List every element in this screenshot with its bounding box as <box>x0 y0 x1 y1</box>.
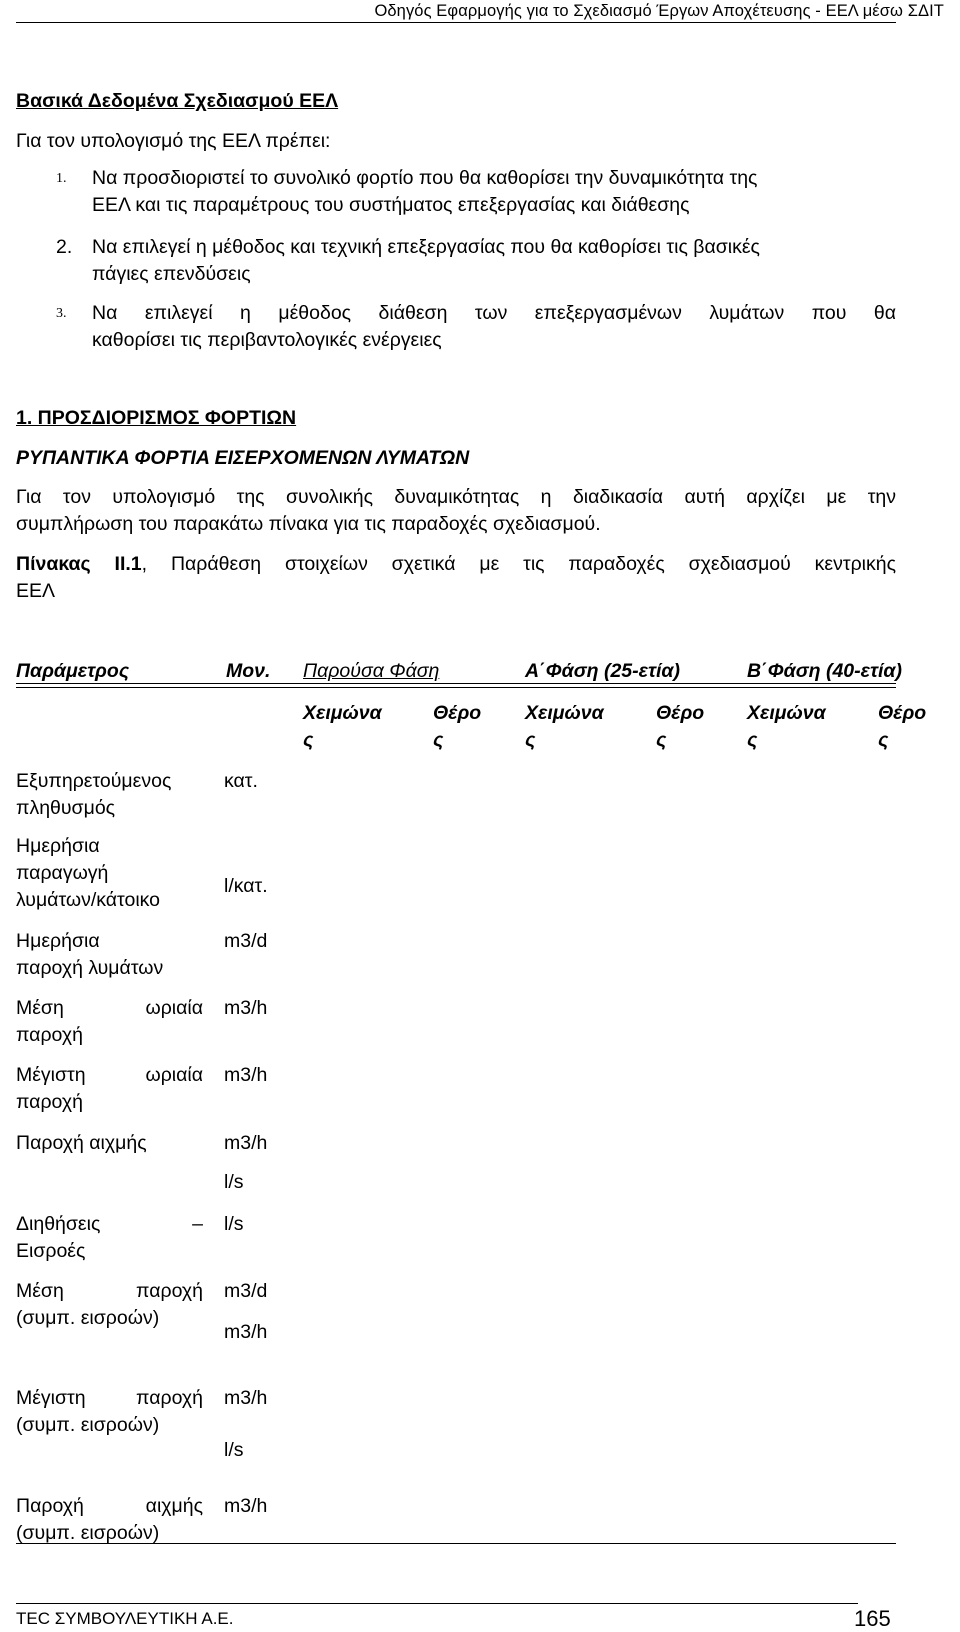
table-caption <box>16 551 896 605</box>
list-item-line: ΕΕΛ και τις παραμέτρους του συστήματος επεξεργασίας και διάθεσης <box>92 194 690 216</box>
list-item <box>92 300 896 354</box>
sub-header-summer: Θέρο ς <box>656 702 705 751</box>
table-row-parameter: Παροχή αιχμής (συμπ. εισροών) <box>16 1495 203 1544</box>
section-title: Βασικά Δεδομένα Σχεδιασμού ΕΕΛ <box>16 90 339 112</box>
table-row-parameter: Εξυπηρετούμενος πληθυσμός <box>16 770 172 819</box>
table-row-unit: m3/h l/s <box>224 1387 268 1461</box>
column-header-current-phase: Παρούσα Φάση <box>303 660 440 682</box>
list-item-number: 2. <box>56 236 73 258</box>
caption-text: , Παράθεση στοιχείων σχετικά με τις παραδοχές σχεδιασμού κεντρικής <box>141 553 896 575</box>
table-row-unit: m3/h <box>224 1495 268 1517</box>
table-row-unit: l/κατ. <box>224 875 268 897</box>
table-row-parameter: Παροχή αιχμής <box>16 1132 147 1154</box>
intro-text: Για τον υπολογισμό της ΕΕΛ πρέπει: <box>16 130 331 152</box>
sub-header-winter: Χειμώνα ς <box>303 702 382 751</box>
list-item-line: Να επιλεγεί η μέθοδος και τεχνική επεξεργασίας που θα καθορίσει τις βασικές <box>92 236 760 258</box>
intro-paragraph <box>16 484 896 538</box>
sub-header-winter: Χειμώνα ς <box>525 702 604 751</box>
header-divider <box>16 22 896 23</box>
footer-company: ΤΕC ΣΥΜΒΟΥΛΕΥΤΙΚΗ Α.Ε. <box>16 1609 234 1628</box>
table-row-unit: m3/h <box>224 1064 268 1086</box>
table-row-unit: m3/d <box>224 930 268 952</box>
table-row-parameter: Μέγιστη παροχή (συμπ. εισροών) <box>16 1387 203 1436</box>
sub-header-winter: Χειμώνα ς <box>747 702 826 751</box>
table-row-parameter: Μέση ωριαία παροχή <box>16 997 203 1046</box>
sub-header-summer: Θέρο ς <box>878 702 927 751</box>
column-header-unit: Μον. <box>226 660 271 682</box>
paragraph-line: συμπλήρωση του παρακάτω πίνακα για τις παραδοχές σχεδιασμού. <box>16 513 601 535</box>
list-item-number: 1. <box>56 171 67 186</box>
column-header-phase-a: Α΄Φάση (25-ετία) <box>525 660 680 682</box>
table-row-unit: l/s <box>224 1213 244 1235</box>
list-item-number: 3. <box>56 306 67 321</box>
caption-line <box>16 551 896 578</box>
table-row-parameter: Ημερήσια παροχή λυμάτων <box>16 930 164 979</box>
table-header-rule <box>16 687 896 688</box>
list-item-line: Να επιλεγεί η μέθοδος διάθεση των επεξεργασμένων λυμάτων που θα <box>92 302 896 324</box>
footer-divider <box>16 1603 858 1604</box>
list-item-line: Να προσδιοριστεί το συνολικό φορτίο που θα καθορίσει την δυναμικότητα της <box>92 167 758 189</box>
table-row-parameter: Μέγιστη ωριαία παροχή <box>16 1064 203 1113</box>
paragraph-line: Για τον υπολογισμό της συνολικής δυναμικότητας η διαδικασία αυτή αρχίζει με την <box>16 486 896 508</box>
table-row-unit: κατ. <box>224 770 258 792</box>
table-number: Πίνακας ΙΙ.1 <box>16 553 142 575</box>
list-item <box>92 165 896 219</box>
caption-line: ΕΕΛ <box>16 580 56 602</box>
table-row-parameter: Διηθήσεις – Εισροές <box>16 1213 203 1262</box>
sub-header-summer: Θέρο ς <box>433 702 482 751</box>
page-number: 165 <box>854 1606 891 1631</box>
list-item-line: καθορίσει τις περιβαντολογικές ενέργειες <box>92 329 442 351</box>
column-header-phase-b: Β΄Φάση (40-ετία) <box>747 660 902 682</box>
running-header: Οδηγός Εφαρμογής για το Σχεδιασμό Έργων Αποχέτευσης - ΕΕΛ μέσω ΣΔΙΤ <box>374 2 944 20</box>
section-heading: 1. ΠΡΟΣΔΙΟΡΙΣΜΟΣ ΦΟΡΤΙΩΝ <box>16 407 297 429</box>
table-row-unit: m3/h l/s <box>224 1132 268 1193</box>
list-item <box>92 234 896 288</box>
list-item-line: πάγιες επενδύσεις <box>92 263 251 285</box>
table-row-unit: m3/h <box>224 997 268 1019</box>
table-row-parameter: Μέση παροχή (συμπ. εισροών) <box>16 1280 203 1329</box>
column-header-parameter: Παράμετρος <box>16 660 130 682</box>
section-subheading: ΡΥΠΑΝΤΙΚΑ ΦΟΡΤΙΑ ΕΙΣΕΡΧΟΜΕΝΩΝ ΛΥΜΑΤΩΝ <box>16 447 470 469</box>
table-row-unit: m3/d m3/h <box>224 1280 268 1343</box>
table-row-parameter: Ημερήσια παραγωγή λυμάτων/κάτοικο <box>16 835 161 911</box>
